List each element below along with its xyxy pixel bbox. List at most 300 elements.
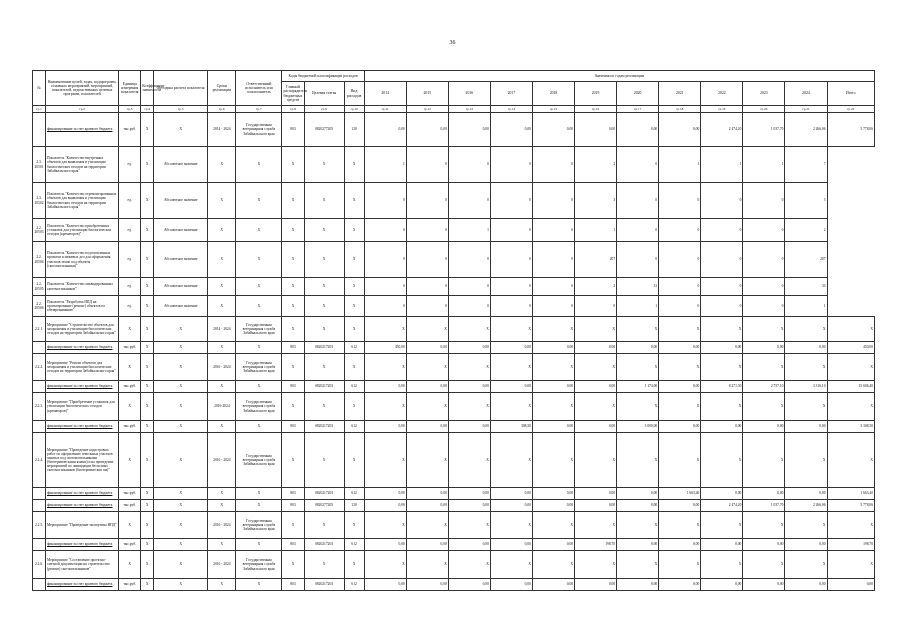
table-cell: Х bbox=[141, 278, 154, 296]
table-body bbox=[33, 113, 875, 591]
row-name-cell: Мероприятие "Составление проектно-сметной документации на строительство (ремонт) скотомогильников" bbox=[46, 551, 119, 579]
table-cell: Х bbox=[304, 354, 344, 381]
table-cell: 612 bbox=[344, 381, 364, 393]
table-cell: Х bbox=[141, 381, 154, 393]
table-cell: Х bbox=[490, 433, 532, 488]
table-cell: ед. bbox=[119, 242, 141, 278]
table-cell: Х bbox=[208, 296, 236, 317]
table-cell: Х bbox=[141, 242, 154, 278]
table-cell: 2 266,06 bbox=[785, 113, 827, 147]
table-cell: Х bbox=[236, 381, 282, 393]
table-cell: Х bbox=[141, 551, 154, 579]
table-cell: Абсолютное значение bbox=[154, 296, 208, 317]
table-cell: Х bbox=[119, 317, 141, 342]
table-cell: Х bbox=[154, 500, 208, 512]
column-index-row bbox=[33, 106, 875, 113]
table-cell: Х bbox=[119, 551, 141, 579]
column-index-cell: гр.20 bbox=[743, 106, 785, 113]
table-cell: 0,00 bbox=[701, 539, 743, 551]
header-year: 2015 bbox=[406, 82, 448, 106]
table-cell: 0,00 bbox=[532, 113, 574, 147]
table-cell: 0,00 bbox=[448, 488, 490, 500]
table-cell: 0,00 bbox=[490, 539, 532, 551]
table-cell: 0 bbox=[743, 242, 785, 278]
table-cell: Х bbox=[659, 393, 701, 421]
table-cell: 0,00 bbox=[532, 421, 574, 433]
table-cell: 0 bbox=[364, 183, 406, 219]
table-cell: Государственная ветеринарная служба Забайкальского края bbox=[236, 393, 282, 421]
table-cell: 0 bbox=[364, 296, 406, 317]
table-cell: Х bbox=[208, 183, 236, 219]
row-name-cell: Мероприятие "Проведение кадастровых работ по оформлению земельных участков занятых под скотомогильниками (биотермическими ямами) и на проведение мероприятий по ликвидации бесхозных скотомогильников (биотермических ям)" bbox=[46, 433, 119, 488]
table-cell: 2 474,20 bbox=[701, 113, 743, 147]
table-cell: 0 bbox=[532, 219, 574, 242]
table-cell: 198,70 bbox=[575, 539, 617, 551]
table-cell: Х bbox=[141, 500, 154, 512]
table-cell: Х bbox=[659, 512, 701, 539]
table-cell: 308,50 bbox=[490, 421, 532, 433]
table-cell: 15 606,40 bbox=[827, 381, 874, 393]
table-cell: Х bbox=[119, 393, 141, 421]
column-index-cell: гр.4 bbox=[141, 106, 154, 113]
table-cell: Х bbox=[344, 354, 364, 381]
table-cell: Х bbox=[304, 393, 344, 421]
table-cell: Абсолютное значение bbox=[154, 278, 208, 296]
table-cell: Х bbox=[344, 393, 364, 421]
table-cell: Х bbox=[532, 512, 574, 539]
header-kbk-type: Вид расходов bbox=[344, 82, 364, 106]
table-cell: Х bbox=[141, 113, 154, 147]
table-cell: Х bbox=[154, 113, 208, 147]
table-cell: 2 266,06 bbox=[785, 500, 827, 512]
table-cell: 0,00 bbox=[406, 342, 448, 354]
table-cell: 0 bbox=[406, 183, 448, 219]
table-cell: 0,00 bbox=[364, 539, 406, 551]
table-cell: Х bbox=[344, 317, 364, 342]
table-cell: 120 bbox=[344, 113, 364, 147]
table-cell: 7 bbox=[785, 147, 827, 183]
table-cell: 803 bbox=[282, 500, 304, 512]
column-index-cell: гр.5 bbox=[154, 106, 208, 113]
row-number-cell bbox=[33, 488, 46, 500]
table-cell: 1 bbox=[575, 219, 617, 242]
table-cell: Х bbox=[304, 183, 344, 219]
table-cell: Х bbox=[406, 551, 448, 579]
table-cell: 0,00 bbox=[659, 579, 701, 591]
column-index-cell: гр.12 bbox=[406, 106, 448, 113]
table-cell: Х bbox=[364, 317, 406, 342]
table-cell: Х bbox=[154, 381, 208, 393]
table-cell: 207 bbox=[785, 242, 827, 278]
table-cell: 803 bbox=[282, 579, 304, 591]
table-cell: 0,00 bbox=[532, 488, 574, 500]
table-cell: 1 bbox=[701, 147, 743, 183]
header-responsible: Ответственный исполнитель или соисполнитель bbox=[236, 71, 282, 106]
table-cell: 0,00 bbox=[659, 421, 701, 433]
table-cell: 0 bbox=[532, 183, 574, 219]
table-cell: Х bbox=[282, 183, 304, 219]
table-cell: 0 bbox=[743, 219, 785, 242]
table-cell: 0820217203 bbox=[304, 539, 344, 551]
table-cell: 0,00 bbox=[827, 579, 874, 591]
table-cell: 0 bbox=[406, 296, 448, 317]
table-cell: Х bbox=[154, 317, 208, 342]
table-cell: Х bbox=[827, 512, 874, 539]
table-cell: Х bbox=[344, 551, 364, 579]
table-cell: Х bbox=[154, 393, 208, 421]
financing-row bbox=[33, 539, 875, 551]
table-cell: 0 bbox=[490, 219, 532, 242]
table-cell: 2014 - 2024 bbox=[208, 317, 236, 342]
table-cell: Х bbox=[364, 354, 406, 381]
table-cell: 0 bbox=[406, 278, 448, 296]
column-index-cell: гр.16 bbox=[575, 106, 617, 113]
table-cell: 0,00 bbox=[659, 500, 701, 512]
table-cell: 2016-2024 bbox=[208, 393, 236, 421]
table-cell: Х bbox=[154, 488, 208, 500]
table-cell: Х bbox=[304, 512, 344, 539]
table-cell: 0,00 bbox=[448, 579, 490, 591]
table-cell: тыс.руб. bbox=[119, 381, 141, 393]
table-cell: Х bbox=[701, 433, 743, 488]
table-cell: 0,00 bbox=[659, 381, 701, 393]
table-cell: 8 271,30 bbox=[701, 381, 743, 393]
financing-row bbox=[33, 342, 875, 354]
table-cell: тыс.руб. bbox=[119, 539, 141, 551]
table-cell: Х bbox=[141, 354, 154, 381]
header-unit: Единица измерения показателя bbox=[119, 71, 141, 106]
table-cell: 2 bbox=[575, 147, 617, 183]
table-cell: 612 bbox=[344, 539, 364, 551]
table-cell: Х bbox=[154, 421, 208, 433]
table-cell: 0 bbox=[490, 242, 532, 278]
table-cell: 0,00 bbox=[659, 113, 701, 147]
row-name-cell: финансирование за счет краевого бюджета bbox=[46, 381, 119, 393]
table-cell: 0,00 bbox=[575, 421, 617, 433]
table-cell: 0 bbox=[532, 242, 574, 278]
table-cell: Х bbox=[575, 354, 617, 381]
header-total: Итого bbox=[827, 82, 874, 106]
table-cell: 0,00 bbox=[743, 488, 785, 500]
row-number-cell bbox=[33, 421, 46, 433]
table-cell: 2016 - 2024 bbox=[208, 433, 236, 488]
table-cell: 0,00 bbox=[448, 342, 490, 354]
table-cell: 2 bbox=[785, 219, 827, 242]
activity-row bbox=[33, 512, 875, 539]
column-index-cell: гр.9 bbox=[304, 106, 344, 113]
header-year: 2018 bbox=[532, 82, 574, 106]
header-year: 2014 bbox=[364, 82, 406, 106]
table-cell: ед. bbox=[119, 296, 141, 317]
financing-row bbox=[33, 500, 875, 512]
table-cell: 803 bbox=[282, 539, 304, 551]
table-cell: Х bbox=[208, 579, 236, 591]
table-cell: Х bbox=[141, 342, 154, 354]
table-cell: 0 bbox=[490, 296, 532, 317]
table-cell: Х bbox=[532, 433, 574, 488]
row-number-cell: 2.2. 20504 bbox=[33, 242, 46, 278]
table-cell: Х bbox=[236, 539, 282, 551]
table-cell: Х bbox=[575, 317, 617, 342]
row-name-cell: Мероприятие "Приобретение установок для утилизации биологических отходов (крематоров)" bbox=[46, 393, 119, 421]
table-cell: Х bbox=[344, 512, 364, 539]
table-cell: 0 bbox=[448, 278, 490, 296]
table-cell: 0 bbox=[743, 278, 785, 296]
table-cell: Х bbox=[406, 354, 448, 381]
page-number: 36 bbox=[449, 40, 456, 46]
table-cell: 2016 - 2024 bbox=[208, 551, 236, 579]
indicator-row bbox=[33, 242, 875, 278]
table-cell: Х bbox=[743, 512, 785, 539]
table-cell: Х bbox=[827, 354, 874, 381]
table-cell: 0,00 bbox=[743, 342, 785, 354]
table-cell: Х bbox=[208, 147, 236, 183]
column-index-cell: гр.15 bbox=[532, 106, 574, 113]
row-name-cell: финансирование за счет краевого бюджета bbox=[46, 539, 119, 551]
table-cell: Х bbox=[141, 317, 154, 342]
row-number-cell: 2.2.6. bbox=[33, 551, 46, 579]
table-cell: 207 bbox=[575, 242, 617, 278]
row-name-cell: финансирование за счет краевого бюджета bbox=[46, 500, 119, 512]
table-cell: 0,00 bbox=[532, 539, 574, 551]
table-cell: 803 bbox=[282, 421, 304, 433]
row-name-cell: финансирование за счет краевого бюджета bbox=[46, 421, 119, 433]
table-cell: Х bbox=[344, 278, 364, 296]
table-cell: Х bbox=[448, 354, 490, 381]
table-cell: 612 bbox=[344, 488, 364, 500]
table-cell: 0 bbox=[617, 219, 659, 242]
table-cell: Х bbox=[208, 539, 236, 551]
table-cell: Х bbox=[141, 147, 154, 183]
table-cell: Х bbox=[236, 342, 282, 354]
table-cell: 2 757,10 bbox=[743, 381, 785, 393]
table-cell: 0 bbox=[659, 219, 701, 242]
table-cell: Х bbox=[304, 433, 344, 488]
table-cell: Х bbox=[617, 317, 659, 342]
table-cell: Х bbox=[448, 433, 490, 488]
indicator-row bbox=[33, 219, 875, 242]
table-cell: 0820217203 bbox=[304, 579, 344, 591]
table-cell: Государственная ветеринарная служба Забайкальского края bbox=[236, 512, 282, 539]
table-cell: Х bbox=[304, 147, 344, 183]
table-cell: 0,00 bbox=[490, 113, 532, 147]
column-index-cell: гр.21 bbox=[785, 106, 827, 113]
row-number-cell: 2.2.4. bbox=[33, 433, 46, 488]
table-cell: Х bbox=[282, 147, 304, 183]
table-cell: Х bbox=[154, 579, 208, 591]
table-cell: 0,00 bbox=[617, 500, 659, 512]
table-cell: Х bbox=[364, 551, 406, 579]
table-cell: 198,70 bbox=[827, 539, 874, 551]
table-cell: 0,00 bbox=[448, 113, 490, 147]
table-cell: 0,00 bbox=[659, 342, 701, 354]
row-name-cell: финансирование за счет краевого бюджета bbox=[46, 342, 119, 354]
table-cell: Х bbox=[236, 278, 282, 296]
column-index-cell: гр.8 bbox=[282, 106, 304, 113]
table-cell: 0 bbox=[743, 183, 785, 219]
table-cell: Х bbox=[236, 579, 282, 591]
table-cell: Х bbox=[141, 433, 154, 488]
table-cell: Х bbox=[304, 219, 344, 242]
table-cell: Х bbox=[236, 421, 282, 433]
table-cell: Х bbox=[119, 512, 141, 539]
table-cell: Х bbox=[617, 551, 659, 579]
table-cell: 0,00 bbox=[490, 488, 532, 500]
table-cell: 0,00 bbox=[448, 421, 490, 433]
table-cell: Абсолютное значение bbox=[154, 147, 208, 183]
table-cell: 0,00 bbox=[575, 381, 617, 393]
table-cell: Абсолютное значение bbox=[154, 183, 208, 219]
row-number-cell bbox=[33, 500, 46, 512]
table-cell: Х bbox=[141, 296, 154, 317]
table-cell: 0 bbox=[364, 242, 406, 278]
table-cell: 0,00 bbox=[364, 500, 406, 512]
table-cell: Х bbox=[448, 512, 490, 539]
table-cell: Государственная ветеринарная служба Забайкальского края bbox=[236, 317, 282, 342]
table-cell: 0,00 bbox=[701, 579, 743, 591]
table-cell: Х bbox=[701, 354, 743, 381]
column-index-cell: гр.1 bbox=[33, 106, 46, 113]
table-cell: Х bbox=[490, 512, 532, 539]
header-coef: Коэффициент значимости bbox=[141, 71, 154, 106]
table-cell: Х bbox=[282, 551, 304, 579]
activity-row bbox=[33, 354, 875, 381]
row-number-cell: 2.2.5. bbox=[33, 512, 46, 539]
column-index-cell: гр.6 bbox=[208, 106, 236, 113]
table-cell: 2 bbox=[575, 278, 617, 296]
table-cell: 0,00 bbox=[701, 421, 743, 433]
table-cell: 0820217203 bbox=[304, 488, 344, 500]
table-cell: 612 bbox=[344, 421, 364, 433]
header-year: 2024 bbox=[785, 82, 827, 106]
program-table bbox=[32, 70, 875, 591]
table-cell: 0,00 bbox=[617, 539, 659, 551]
table-cell: Х bbox=[344, 433, 364, 488]
table-cell: 0,00 bbox=[575, 579, 617, 591]
table-cell: Х bbox=[119, 433, 141, 488]
row-number-cell: 2.3. 20502 bbox=[33, 183, 46, 219]
table-cell: 0 bbox=[490, 278, 532, 296]
table-cell: 0 bbox=[701, 278, 743, 296]
table-cell: Х bbox=[701, 317, 743, 342]
table-cell: 0,00 bbox=[364, 113, 406, 147]
table-cell: 0 bbox=[532, 278, 574, 296]
table-cell: Х bbox=[282, 354, 304, 381]
table-cell: 0 bbox=[490, 183, 532, 219]
table-cell: Х bbox=[406, 393, 448, 421]
table-cell: Х bbox=[364, 512, 406, 539]
table-cell: 2014 - 2024 bbox=[208, 113, 236, 147]
table-cell: 0,00 bbox=[785, 488, 827, 500]
header-name: Наименование целей, задач, подпрограмм, основных мероприятий, мероприятий, показателей, ведомственных целевых программ, показателей bbox=[46, 71, 119, 106]
table-cell: Х bbox=[785, 551, 827, 579]
table-cell: Х bbox=[659, 433, 701, 488]
header-period: Сроки реализации bbox=[208, 71, 236, 106]
table-cell: Х bbox=[236, 500, 282, 512]
table-cell: Х bbox=[490, 551, 532, 579]
table-cell: 0 bbox=[617, 242, 659, 278]
row-name-cell: Показатель "Разработка НПД на проектирование (ремонт) объектов по обезвреживанию" bbox=[46, 296, 119, 317]
row-number-cell bbox=[33, 113, 46, 147]
header-kbk-group: Коды бюджетной классификации расходов bbox=[282, 71, 364, 82]
table-cell: 1 bbox=[448, 219, 490, 242]
header-year: 2023 bbox=[743, 82, 785, 106]
row-name-cell: Показатель "Количество отремонтированных объектов для выявления и утилизации биологических отходов на территории Забайкальского края" bbox=[46, 183, 119, 219]
table-cell: Х bbox=[448, 317, 490, 342]
table-cell: Х bbox=[282, 433, 304, 488]
table-cell: тыс.руб. bbox=[119, 342, 141, 354]
row-name-cell: Показатель "Количество ликвидированных скотомогильников" bbox=[46, 278, 119, 296]
table-cell: Х bbox=[141, 539, 154, 551]
table-cell: Х bbox=[659, 317, 701, 342]
table-cell: 0,00 bbox=[532, 342, 574, 354]
row-number-cell bbox=[33, 381, 46, 393]
table-cell: Х bbox=[344, 242, 364, 278]
table-cell: 0 bbox=[448, 242, 490, 278]
table-cell: 0,00 bbox=[785, 342, 827, 354]
header-year: 2016 bbox=[448, 82, 490, 106]
table-cell: Х bbox=[827, 551, 874, 579]
column-index-cell: гр.11 bbox=[364, 106, 406, 113]
table-cell: 0 bbox=[364, 219, 406, 242]
table-cell: Х bbox=[827, 393, 874, 421]
table-cell: 3 bbox=[785, 183, 827, 219]
row-name-cell: финансирование за счет краевого бюджета bbox=[46, 579, 119, 591]
table-cell: 0,00 bbox=[743, 421, 785, 433]
header-year: 2022 bbox=[701, 82, 743, 106]
table-cell: 0 bbox=[532, 147, 574, 183]
row-name-cell: Мероприятие "Проведение экспертизы НПД" bbox=[46, 512, 119, 539]
table-cell: Х bbox=[659, 354, 701, 381]
table-cell: Государственная ветеринарная служба Забайкальского края bbox=[236, 433, 282, 488]
table-cell: Х bbox=[617, 354, 659, 381]
header-num: № bbox=[33, 71, 46, 106]
table-cell: 0,00 bbox=[490, 381, 532, 393]
table-cell: 0820217203 bbox=[304, 381, 344, 393]
table-cell: 2 474,20 bbox=[701, 500, 743, 512]
table-cell: 0,00 bbox=[743, 539, 785, 551]
table-cell: 0 bbox=[617, 147, 659, 183]
table-cell: Х bbox=[141, 579, 154, 591]
table-cell: Х bbox=[575, 433, 617, 488]
table-cell: 3 316,10 bbox=[785, 381, 827, 393]
column-index-cell: гр.19 bbox=[701, 106, 743, 113]
table-cell: Х bbox=[490, 317, 532, 342]
table-cell: ед. bbox=[119, 278, 141, 296]
table-cell: Х bbox=[344, 147, 364, 183]
table-cell: Х bbox=[236, 147, 282, 183]
table-cell: 2016 - 2024 bbox=[208, 354, 236, 381]
table-cell: 0820277205 bbox=[304, 500, 344, 512]
row-name-cell: Показатель "Количество внутренних объектов для выявления и утилизации биологических отходов на территории Забайкальского края" bbox=[46, 147, 119, 183]
table-cell: 1 bbox=[785, 296, 827, 317]
table-cell: 1 bbox=[364, 147, 406, 183]
row-name-cell: финансирование за счет краевого бюджета bbox=[46, 488, 119, 500]
table-cell: Х bbox=[575, 393, 617, 421]
table-cell: 612 bbox=[344, 342, 364, 354]
financing-row bbox=[33, 579, 875, 591]
table-cell: Х bbox=[208, 242, 236, 278]
table-cell: Х bbox=[785, 317, 827, 342]
table-cell: Х bbox=[490, 393, 532, 421]
table-cell: Х bbox=[208, 500, 236, 512]
table-cell: Х bbox=[406, 317, 448, 342]
table-cell: Х bbox=[448, 551, 490, 579]
table-cell: 0,00 bbox=[490, 342, 532, 354]
table-cell: 2016 - 2024 bbox=[208, 512, 236, 539]
table-cell: Х bbox=[282, 278, 304, 296]
table-cell: 1 037,70 bbox=[743, 500, 785, 512]
